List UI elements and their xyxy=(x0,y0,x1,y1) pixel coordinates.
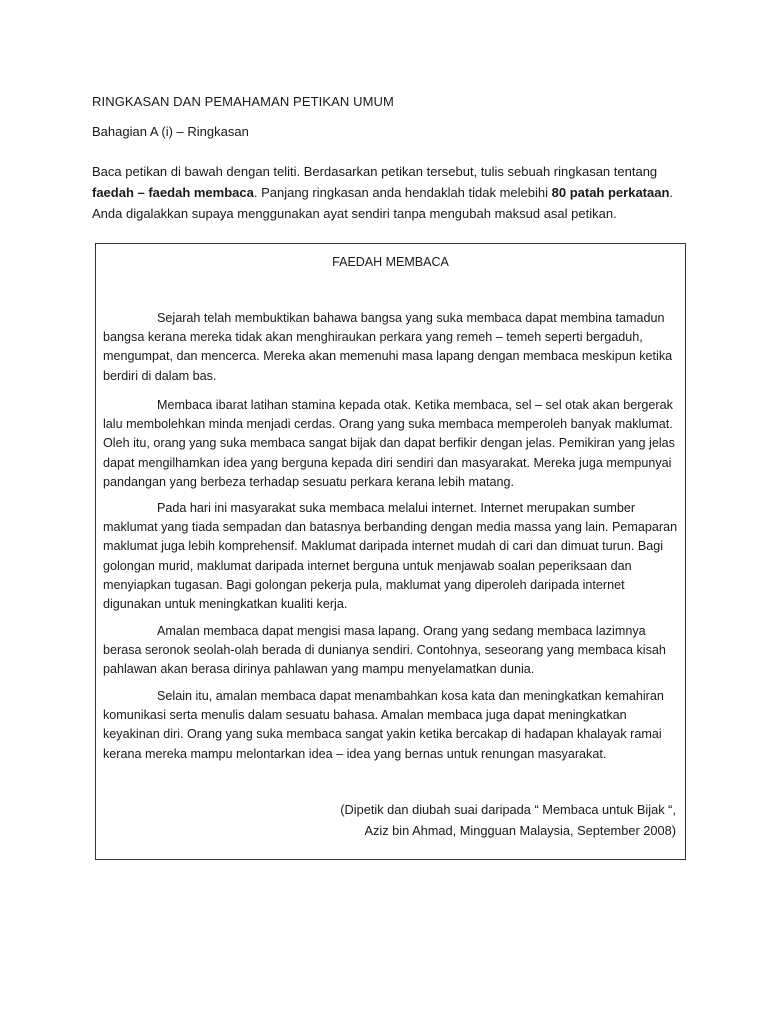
passage-citation xyxy=(340,799,676,841)
instructions-line-3: Anda digalakkan supaya menggunakan ayat sendiri tanpa mengubah maksud asal petikan. xyxy=(92,206,617,221)
instructions-text-mid: . Panjang ringkasan anda hendaklah tidak melebihi xyxy=(253,185,552,200)
instructions-topic: faedah – faedah membaca xyxy=(92,185,254,200)
passage-paragraph-1: Sejarah telah membuktikan bahawa bangsa yang suka membaca dapat membina tamadun bangsa kerana mereka tidak akan menghiraukan perkara yang remeh – temeh seperti bergaduh, mengumpat, dan mencerca. Mereka akan memenuhi masa lapang dengan membaca meskipun ketika berdiri di dalam bas. xyxy=(103,311,673,383)
instructions-text xyxy=(92,161,692,224)
page-title: RINGKASAN DAN PEMAHAMAN PETIKAN UMUM xyxy=(92,94,394,109)
passage-paragraph-4: Amalan membaca dapat mengisi masa lapang. Orang yang sedang membaca lazimnya berasa seronok seolah-olah berada di dunianya sendiri. Contohnya, seseorang yang membaca kisah pahlawan akan berasa dirinya pahlawan yang mampu menyelamatkan dunia. xyxy=(103,624,666,677)
passage-paragraph-3: Pada hari ini masyarakat suka membaca melalui internet. Internet merupakan sumber maklumat yang tiada sempadan dan batasnya berbanding dengan media massa yang lain. Pemaparan maklumat juga lebih komprehensif. Maklumat daripada internet mudah di cari dan dimuat turun. Bagi golongan murid, maklumat daripada internet berguna untuk menjawab soalan peperiksaan dan menyiapkan tugasan. Bagi golongan pekerja pula, maklumat yang diperoleh daripada internet digunakan untuk meningkatkan kualiti kerja. xyxy=(103,501,678,612)
instructions-text-end: . xyxy=(669,185,674,200)
citation-line-2: Aziz bin Ahmad, Mingguan Malaysia, September 2008) xyxy=(364,823,676,838)
instructions-line-1: Baca petikan di bawah dengan teliti. Berdasarkan petikan tersebut, tulis sebuah ringkasan tentang xyxy=(92,164,658,179)
passage-paragraph-2: Membaca ibarat latihan stamina kepada otak. Ketika membaca, sel – sel otak akan bergerak lalu membolehkan minda menjadi cerdas. Orang yang suka membaca memperoleh banyak maklumat. Oleh itu, orang yang suka membaca sangat bijak dan dapat berfikir dengan jelas. Pemikiran yang jelas dapat mengilhamkan idea yang berguna kepada diri sendiri dan masyarakat. Mereka juga mempunyai pandangan yang berbeza terhadap sesuatu perkara kerana lebih matang. xyxy=(103,398,675,489)
instructions-word-limit: 80 patah perkataan xyxy=(551,185,670,200)
passage-paragraph-5: Selain itu, amalan membaca dapat menambahkan kosa kata dan meningkatkan kemahiran komunikasi serta menulis dalam sesuatu bahasa. Amalan membaca juga dapat meningkatkan keyakinan diri. Orang yang suka membaca sangat yakin ketika bercakap di hadapan khalayak ramai kerana mereka mampu melontarkan idea – idea yang bernas untuk renungan masyarakat. xyxy=(103,689,664,761)
section-subheading: Bahagian A (i) – Ringkasan xyxy=(92,124,249,139)
passage-box xyxy=(95,243,686,860)
passage-title: FAEDAH MEMBACA xyxy=(332,255,449,269)
citation-line-1: (Dipetik dan diubah suai daripada “ Membaca untuk Bijak “, xyxy=(340,802,676,817)
